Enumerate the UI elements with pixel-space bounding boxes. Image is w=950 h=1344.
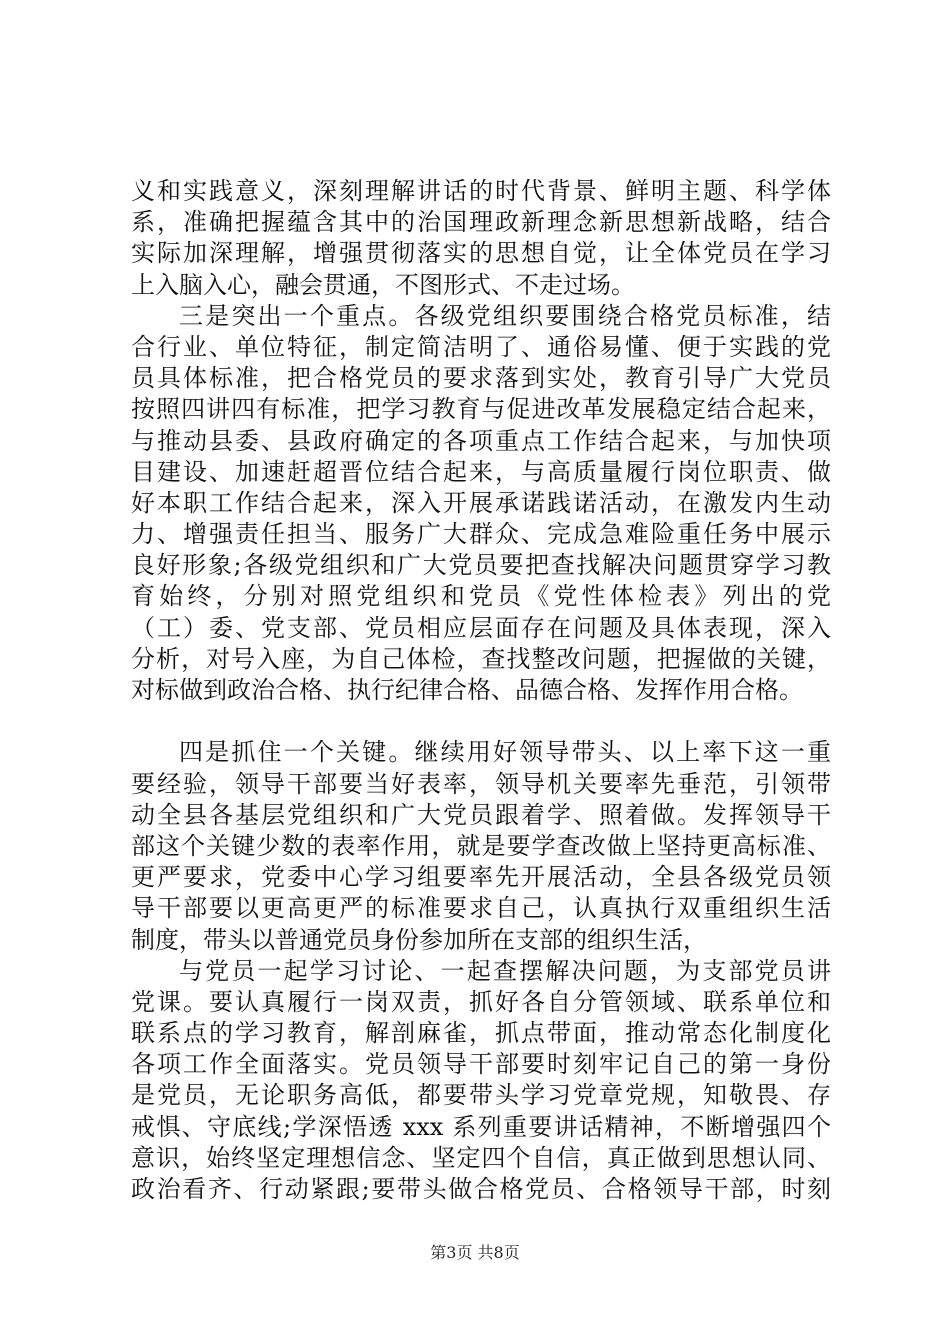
text-line: 实际加深理解，增强贯彻落实的思想自觉，让全体党员在学习 — [131, 239, 831, 268]
text-line: 系，准确把握蕴含其中的治国理政新理念新思想新战略，结合 — [131, 208, 831, 237]
text-line: 戒惧、守底线;学深悟透 xxx 系列重要讲话精神，不断增强四个 — [131, 1112, 831, 1141]
paragraph-1 — [131, 176, 831, 301]
text-line: 育始终，分别对照党组织和党员《党性体检表》列出的党 — [131, 582, 831, 611]
text-line: 力、增强责任担当、服务广大群众、完成急难险重任务中展示 — [131, 520, 831, 549]
text-line: 是党员，无论职务高低，都要带头学习党章党规，知敬畏、存 — [131, 1081, 831, 1110]
paragraph-4 — [131, 956, 831, 1206]
text-line: 动全县各基层党组织和广大党员跟着学、照着做。发挥领导干 — [131, 800, 831, 829]
text-line: 党课。要认真履行一岗双责，抓好各自分管领域、联系单位和 — [131, 987, 831, 1016]
text-line: 与推动县委、县政府确定的各项重点工作结合起来，与加快项 — [131, 426, 831, 455]
text-line: 与党员一起学习讨论、一起查摆解决问题，为支部党员讲 — [179, 956, 831, 985]
text-line: 三是突出一个重点。各级党组织要围绕合格党员标准，结 — [179, 301, 831, 330]
text-line: 好本职工作结合起来，深入开展承诺践诺活动，在激发内生动 — [131, 488, 831, 517]
text-line: 制度，带头以普通党员身份参加所在支部的组织生活， — [131, 925, 707, 954]
text-line: 要经验，领导干部要当好表率，领导机关要率先垂范，引领带 — [131, 769, 831, 798]
text-line: 合行业、单位特征，制定简洁明了、通俗易懂、便于实践的党 — [131, 332, 831, 361]
text-line: 义和实践意义，深刻理解讲话的时代背景、鲜明主题、科学体 — [131, 177, 831, 205]
text-line: 对标做到政治合格、执行纪律合格、品德合格、发挥作用合格。 — [131, 676, 803, 704]
text-line: 联系点的学习教育，解剖麻雀，抓点带面，推动常态化制度化 — [131, 1019, 831, 1048]
text-line: 政治看齐、行动紧跟;要带头做合格党员、合格领导干部，时刻 — [131, 1175, 831, 1203]
text-line: 员具体标准，把合格党员的要求落到实处，教育引导广大党员 — [131, 364, 831, 393]
text-line: 良好形象;各级党组织和广大党员要把查找解决问题贯穿学习教 — [131, 551, 831, 580]
text-line: 按照四讲四有标准，把学习教育与促进改革发展稳定结合起来， — [131, 395, 831, 424]
page-number-footer: 第3页 共8页 — [430, 1243, 520, 1262]
text-line: 分析，对号入座，为自己体检，查找整改问题，把握做的关键， — [131, 644, 831, 673]
text-line: 部这个关键少数的表率作用，就是要学查改做上坚持更高标准、 — [131, 831, 831, 860]
paragraph-3 — [131, 737, 831, 955]
text-line: （工）委、党支部、党员相应层面存在问题及具体表现，深入 — [131, 613, 831, 642]
paragraph-gap — [131, 706, 831, 737]
text-line: 上入脑入心，融会贯通，不图形式、不走过场。 — [131, 270, 635, 299]
text-line: 更严要求，党委中心学习组要率先开展活动，全县各级党员领 — [131, 863, 831, 892]
paragraph-2 — [131, 301, 831, 706]
text-line: 导干部要以更高更严的标准要求自己，认真执行双重组织生活 — [131, 894, 831, 923]
text-line: 各项工作全面落实。党员领导干部要时刻牢记自己的第一身份 — [131, 1050, 831, 1079]
body-text — [131, 176, 831, 1205]
text-line: 意识，始终坚定理想信念、坚定四个自信，真正做到思想认同、 — [131, 1143, 831, 1172]
text-line: 四是抓住一个关键。继续用好领导带头、以上率下这一重 — [179, 738, 831, 767]
text-line: 目建设、加速赶超晋位结合起来，与高质量履行岗位职责、做 — [131, 457, 831, 486]
